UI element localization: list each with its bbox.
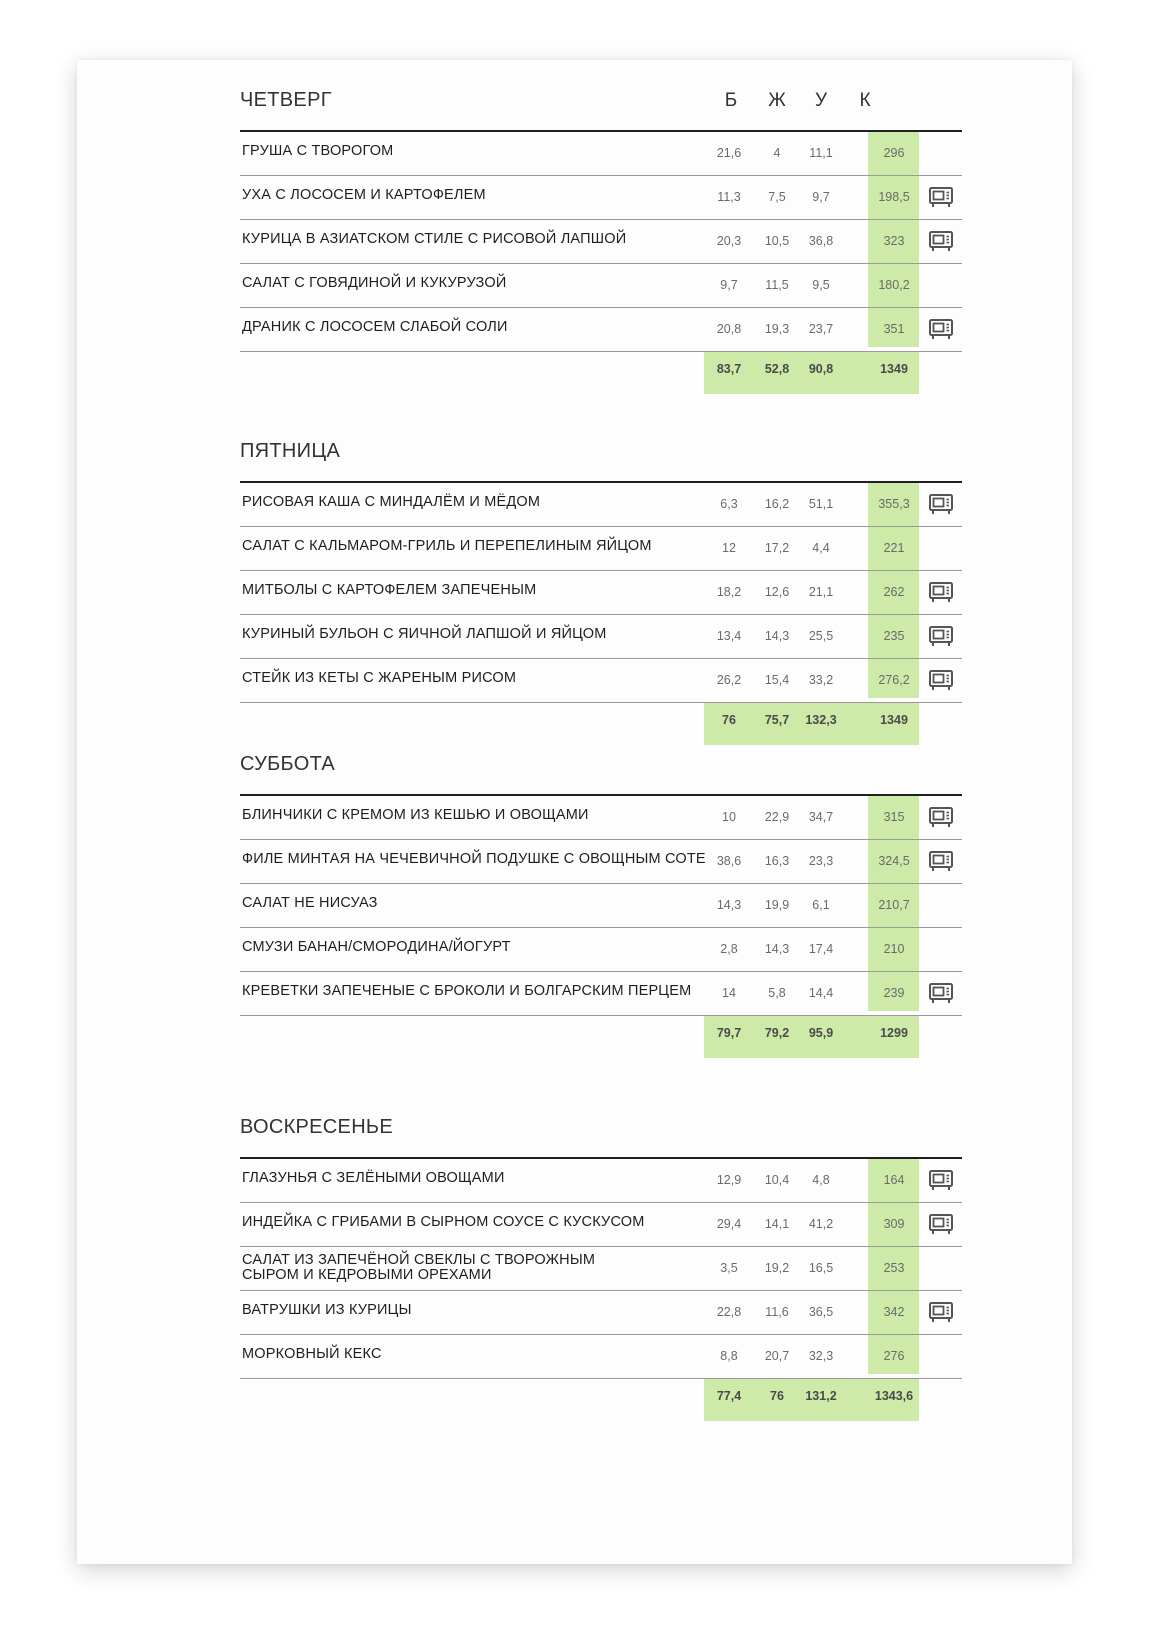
microwave-icon <box>928 229 954 253</box>
dish-row <box>240 308 962 352</box>
kcal-value: 276 <box>883 1349 905 1363</box>
kcal-value: 315 <box>883 810 905 824</box>
fat-value: 10,5 <box>764 234 790 248</box>
microwave-icon <box>928 981 954 1005</box>
kcal-value: 355,3 <box>878 497 910 511</box>
kcal-value: 164 <box>883 1173 905 1187</box>
fat-value: 19,2 <box>764 1261 790 1275</box>
dish-row <box>240 264 962 308</box>
carbs-value: 4,8 <box>812 1173 830 1187</box>
kcal-value: 323 <box>883 234 905 248</box>
protein-value: 6,3 <box>720 497 738 511</box>
dish-row <box>240 527 962 571</box>
microwave-icon <box>928 317 954 341</box>
dish-row <box>240 615 962 659</box>
kcal-value: 324,5 <box>878 854 910 868</box>
dish-row <box>240 220 962 264</box>
menu-sheet <box>77 60 1072 1564</box>
microwave-icon <box>928 1212 954 1236</box>
carbs-value: 23,7 <box>808 322 834 336</box>
protein-value: 12 <box>722 541 736 555</box>
fat-value: 11,6 <box>765 1305 789 1319</box>
microwave-icon <box>928 580 954 604</box>
kcal-value: 351 <box>883 322 905 336</box>
total-protein: 83,7 <box>716 362 742 376</box>
fat-value: 16,3 <box>764 854 790 868</box>
day-section-friday <box>240 427 962 745</box>
dish-row <box>240 1291 962 1335</box>
fat-value: 14,3 <box>764 942 790 956</box>
carbs-value: 9,7 <box>812 190 830 204</box>
dish-name: САЛАТ С ГОВЯДИНОЙ И КУКУРУЗОЙ <box>242 275 507 291</box>
dish-name: СТЕЙК ИЗ КЕТЫ С ЖАРЕНЫМ РИСОМ <box>242 670 517 686</box>
fat-value: 22,9 <box>764 810 790 824</box>
protein-value: 29,4 <box>716 1217 742 1231</box>
column-header-protein: Б <box>724 90 738 111</box>
dish-name: ГЛАЗУНЬЯ С ЗЕЛЁНЫМИ ОВОЩАМИ <box>242 1170 505 1186</box>
dish-name: УХА С ЛОСОСЕМ И КАРТОФЕЛЕМ <box>242 187 486 203</box>
fat-value: 4 <box>773 146 781 160</box>
protein-value: 20,3 <box>716 234 742 248</box>
dish-name: КУРИЦА В АЗИАТСКОМ СТИЛЕ С РИСОВОЙ ЛАПШОЙ <box>242 231 627 247</box>
day-title: ВОСКРЕСЕНЬЕ <box>240 1116 393 1138</box>
total-carbs: 90,8 <box>808 362 834 376</box>
fat-value: 12,6 <box>764 585 790 599</box>
microwave-icon <box>928 849 954 873</box>
dish-row <box>240 132 962 176</box>
fat-value: 5,8 <box>768 986 786 1000</box>
kcal-value: 342 <box>883 1305 905 1319</box>
carbs-value: 32,3 <box>808 1349 834 1363</box>
dish-name: ГРУША С ТВОРОГОМ <box>242 143 394 159</box>
total-fat: 76 <box>770 1389 784 1403</box>
dish-name: МИТБОЛЫ С КАРТОФЕЛЕМ ЗАПЕЧЕНЫМ <box>242 582 537 598</box>
fat-value: 19,3 <box>764 322 790 336</box>
day-total-row <box>240 352 962 394</box>
total-fat: 79,2 <box>764 1026 790 1040</box>
kcal-value: 180,2 <box>878 278 910 292</box>
protein-value: 22,8 <box>716 1305 742 1319</box>
carbs-value: 25,5 <box>808 629 834 643</box>
day-title: ЧЕТВЕРГ <box>240 89 332 111</box>
carbs-value: 6,1 <box>812 898 830 912</box>
dish-name: ИНДЕЙКА С ГРИБАМИ В СЫРНОМ СОУСЕ С КУСКУСОМ <box>242 1214 645 1230</box>
microwave-icon <box>928 805 954 829</box>
dish-name: ВАТРУШКИ ИЗ КУРИЦЫ <box>242 1302 412 1318</box>
carbs-value: 36,5 <box>808 1305 834 1319</box>
kcal-value: 239 <box>883 986 905 1000</box>
total-kcal: 1343,6 <box>874 1389 914 1403</box>
dish-list <box>240 132 962 394</box>
carbs-value: 4,4 <box>812 541 830 555</box>
carbs-value: 51,1 <box>808 497 834 511</box>
kcal-value: 210 <box>883 942 905 956</box>
microwave-icon <box>928 1300 954 1324</box>
protein-value: 20,8 <box>716 322 742 336</box>
carbs-value: 21,1 <box>808 585 834 599</box>
column-header-kcal: К <box>859 90 871 111</box>
total-protein: 76 <box>722 713 736 727</box>
dish-list <box>240 796 962 1058</box>
total-kcal: 1349 <box>880 713 908 727</box>
day-title: СУББОТА <box>240 753 336 775</box>
day-total-row <box>240 1016 962 1058</box>
day-header <box>240 427 962 483</box>
total-carbs: 132,3 <box>805 713 837 727</box>
day-header <box>240 1103 962 1159</box>
day-total-row <box>240 703 962 745</box>
dish-row <box>240 571 962 615</box>
protein-value: 12,9 <box>716 1173 742 1187</box>
dish-list <box>240 1159 962 1421</box>
carbs-value: 16,5 <box>808 1261 834 1275</box>
dish-row <box>240 884 962 928</box>
dish-name: РИСОВАЯ КАША С МИНДАЛЁМ И МЁДОМ <box>242 494 541 510</box>
day-section-thursday <box>240 76 962 394</box>
day-section-sunday <box>240 1103 962 1421</box>
fat-value: 19,9 <box>764 898 790 912</box>
fat-value: 7,5 <box>768 190 786 204</box>
protein-value: 26,2 <box>716 673 742 687</box>
dish-row <box>240 1335 962 1379</box>
dish-row <box>240 483 962 527</box>
kcal-value: 253 <box>883 1261 905 1275</box>
fat-value: 10,4 <box>764 1173 790 1187</box>
kcal-value: 276,2 <box>878 673 910 687</box>
dish-name: ДРАНИК С ЛОСОСЕМ СЛАБОЙ СОЛИ <box>242 319 508 335</box>
kcal-value: 309 <box>883 1217 905 1231</box>
total-protein: 79,7 <box>716 1026 742 1040</box>
kcal-value: 262 <box>883 585 905 599</box>
protein-value: 18,2 <box>716 585 742 599</box>
total-kcal: 1349 <box>880 362 908 376</box>
protein-value: 9,7 <box>720 278 738 292</box>
protein-value: 21,6 <box>716 146 742 160</box>
fat-value: 17,2 <box>764 541 790 555</box>
total-carbs: 131,2 <box>805 1389 837 1403</box>
total-kcal: 1299 <box>880 1026 908 1040</box>
total-carbs: 95,9 <box>808 1026 834 1040</box>
microwave-icon <box>928 624 954 648</box>
dish-row <box>240 840 962 884</box>
day-total-row <box>240 1379 962 1421</box>
fat-value: 11,5 <box>765 278 789 292</box>
dish-row <box>240 659 962 703</box>
carbs-value: 33,2 <box>808 673 834 687</box>
day-header <box>240 740 962 796</box>
carbs-value: 17,4 <box>808 942 834 956</box>
kcal-value: 221 <box>883 541 905 555</box>
dish-name: КРЕВЕТКИ ЗАПЕЧЕНЫЕ С БРОКОЛИ И БОЛГАРСКИМ ПЕРЦЕМ <box>242 983 692 999</box>
fat-value: 14,3 <box>764 629 790 643</box>
protein-value: 14,3 <box>716 898 742 912</box>
column-header-carbs: У <box>814 90 828 111</box>
total-fat: 75,7 <box>764 713 790 727</box>
microwave-icon <box>928 492 954 516</box>
protein-value: 3,5 <box>720 1261 738 1275</box>
protein-value: 10 <box>722 810 736 824</box>
dish-row <box>240 1159 962 1203</box>
dish-row <box>240 796 962 840</box>
dish-name: ФИЛЕ МИНТАЯ НА ЧЕЧЕВИЧНОЙ ПОДУШКЕ С ОВОЩНЫМ СОТЕ <box>242 851 706 867</box>
total-fat: 52,8 <box>764 362 790 376</box>
dish-name: БЛИНЧИКИ С КРЕМОМ ИЗ КЕШЬЮ И ОВОЩАМИ <box>242 807 589 823</box>
fat-value: 15,4 <box>764 673 790 687</box>
carbs-value: 23,3 <box>808 854 834 868</box>
kcal-value: 198,5 <box>878 190 910 204</box>
kcal-value: 296 <box>883 146 905 160</box>
protein-value: 38,6 <box>716 854 742 868</box>
carbs-value: 36,8 <box>808 234 834 248</box>
dish-list <box>240 483 962 745</box>
dish-name: САЛАТ С КАЛЬМАРОМ-ГРИЛЬ И ПЕРЕПЕЛИНЫМ ЯЙЦОМ <box>242 538 652 554</box>
dish-row <box>240 928 962 972</box>
microwave-icon <box>928 668 954 692</box>
dish-name: САЛАТ ИЗ ЗАПЕЧЁНОЙ СВЕКЛЫ С ТВОРОЖНЫМ СЫРОМ И КЕДРОВЫМИ ОРЕХАМИ <box>242 1252 596 1283</box>
carbs-value: 9,5 <box>812 278 830 292</box>
microwave-icon <box>928 1168 954 1192</box>
protein-value: 13,4 <box>716 629 742 643</box>
dish-name: КУРИНЫЙ БУЛЬОН С ЯИЧНОЙ ЛАПШОЙ И ЯЙЦОМ <box>242 626 607 642</box>
dish-name: МОРКОВНЫЙ КЕКС <box>242 1346 382 1362</box>
microwave-icon <box>928 185 954 209</box>
dish-name: САЛАТ НЕ НИСУАЗ <box>242 895 378 911</box>
dish-row <box>240 176 962 220</box>
kcal-value: 235 <box>883 629 905 643</box>
total-protein: 77,4 <box>716 1389 742 1403</box>
dish-row <box>240 972 962 1016</box>
day-title: ПЯТНИЦА <box>240 440 341 462</box>
day-header <box>240 76 962 132</box>
protein-value: 2,8 <box>720 942 738 956</box>
dish-row <box>240 1247 962 1291</box>
protein-value: 14 <box>722 986 736 1000</box>
fat-value: 16,2 <box>764 497 790 511</box>
fat-value: 20,7 <box>764 1349 790 1363</box>
protein-value: 8,8 <box>720 1349 738 1363</box>
kcal-value: 210,7 <box>878 898 910 912</box>
fat-value: 14,1 <box>764 1217 790 1231</box>
carbs-value: 41,2 <box>808 1217 834 1231</box>
dish-row <box>240 1203 962 1247</box>
protein-value: 11,3 <box>717 190 741 204</box>
dish-name: СМУЗИ БАНАН/СМОРОДИНА/ЙОГУРТ <box>242 939 511 955</box>
carbs-value: 34,7 <box>808 810 834 824</box>
day-section-saturday <box>240 740 962 1058</box>
column-header-fat: Ж <box>768 90 786 111</box>
carbs-value: 11,1 <box>809 146 833 160</box>
carbs-value: 14,4 <box>808 986 834 1000</box>
